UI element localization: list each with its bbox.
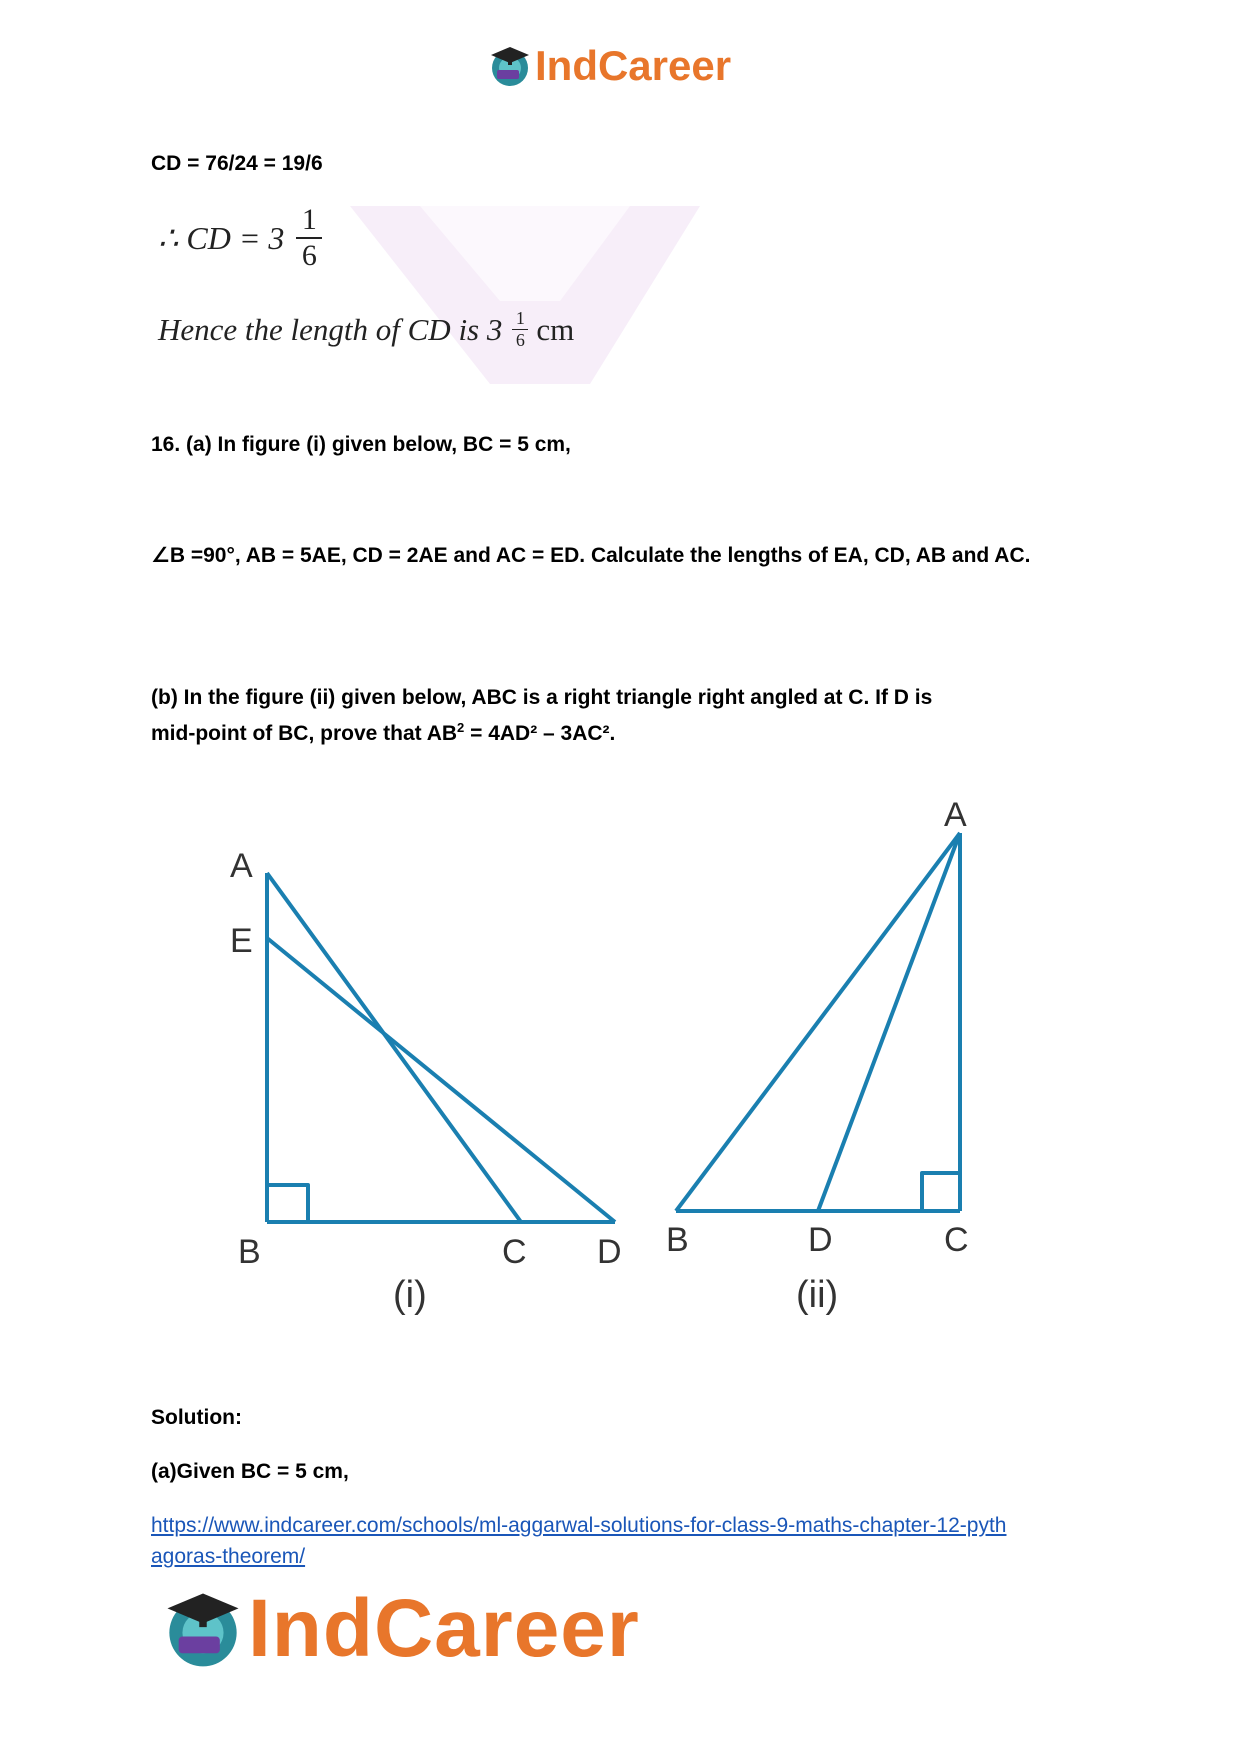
footer-logo xyxy=(160,1583,640,1675)
header-brand: IndCareer xyxy=(535,42,732,89)
hence-unit: cm xyxy=(536,311,575,347)
therefore-cd-text: ∴ CD = 3 xyxy=(158,220,285,256)
superscript: 2 xyxy=(457,720,465,735)
segment-ab xyxy=(676,833,960,1211)
cd-fraction-line: CD = 76/24 = 19/6 xyxy=(151,152,323,175)
question-16b-text: mid-point of BC, prove that AB xyxy=(151,722,458,745)
graduation-globe-icon xyxy=(160,1586,246,1672)
source-link-line1: https://www.indcareer.com/schools/ml-aggarwal-solutions-for-class-9-maths-chapter-12-pyth xyxy=(151,1514,1007,1537)
fraction-numerator: 1 xyxy=(512,308,528,330)
segment-ac xyxy=(267,873,521,1222)
hence-line xyxy=(158,308,574,351)
source-link-line2: agoras-theorem/ xyxy=(151,1545,306,1568)
hence-fraction xyxy=(512,308,528,351)
source-link-block xyxy=(151,1510,1151,1572)
right-angle-mark-b xyxy=(267,1185,308,1222)
question-16b-line2 xyxy=(151,712,615,749)
graduation-globe-icon xyxy=(487,43,533,89)
geometry-figures xyxy=(0,780,1242,1320)
figure-i xyxy=(267,873,615,1222)
fraction-denominator: 6 xyxy=(301,239,317,272)
therefore-cd-line xyxy=(158,203,322,273)
solution-heading: Solution: xyxy=(151,1406,242,1429)
label-b-fig2: B xyxy=(666,1221,689,1259)
hence-text: Hence the length of CD is 3 xyxy=(158,311,503,347)
label-c-fig2: C xyxy=(944,1221,969,1259)
caption-fig2: (ii) xyxy=(796,1274,839,1316)
fraction-numerator: 1 xyxy=(296,203,322,239)
watermark-graphic xyxy=(350,206,700,384)
label-d-fig1: D xyxy=(597,1233,622,1271)
segment-ed xyxy=(267,938,615,1222)
segment-ad xyxy=(818,833,960,1211)
label-a-fig1: A xyxy=(230,847,253,885)
question-16b-line1: (b) In the figure (ii) given below, ABC is a right triangle right angled at C. If D is xyxy=(151,686,933,709)
header-logo xyxy=(487,40,731,92)
question-16a-continued: ∠B =90°, AB = 5AE, CD = 2AE and AC = ED. Calculate the lengths of EA, CD, AB and AC. xyxy=(151,544,1031,567)
question-16a: 16. (a) In figure (i) given below, BC = 5 cm, xyxy=(151,433,571,456)
solution-given: (a)Given BC = 5 cm, xyxy=(151,1460,349,1483)
right-angle-mark-c xyxy=(922,1173,960,1211)
figure-ii xyxy=(676,833,960,1211)
label-c-fig1: C xyxy=(502,1233,527,1271)
footer-brand: IndCareer xyxy=(248,1583,640,1674)
question-16b-equation: = 4AD² – 3AC². xyxy=(464,722,616,745)
source-link[interactable] xyxy=(151,1514,1006,1568)
caption-fig1: (i) xyxy=(393,1274,427,1316)
label-a-fig2: A xyxy=(944,796,967,834)
label-d-fig2: D xyxy=(808,1221,833,1259)
label-e-fig1: E xyxy=(230,922,253,960)
therefore-cd-fraction xyxy=(296,203,322,273)
fraction-denominator: 6 xyxy=(515,330,525,350)
label-b-fig1: B xyxy=(238,1233,261,1271)
